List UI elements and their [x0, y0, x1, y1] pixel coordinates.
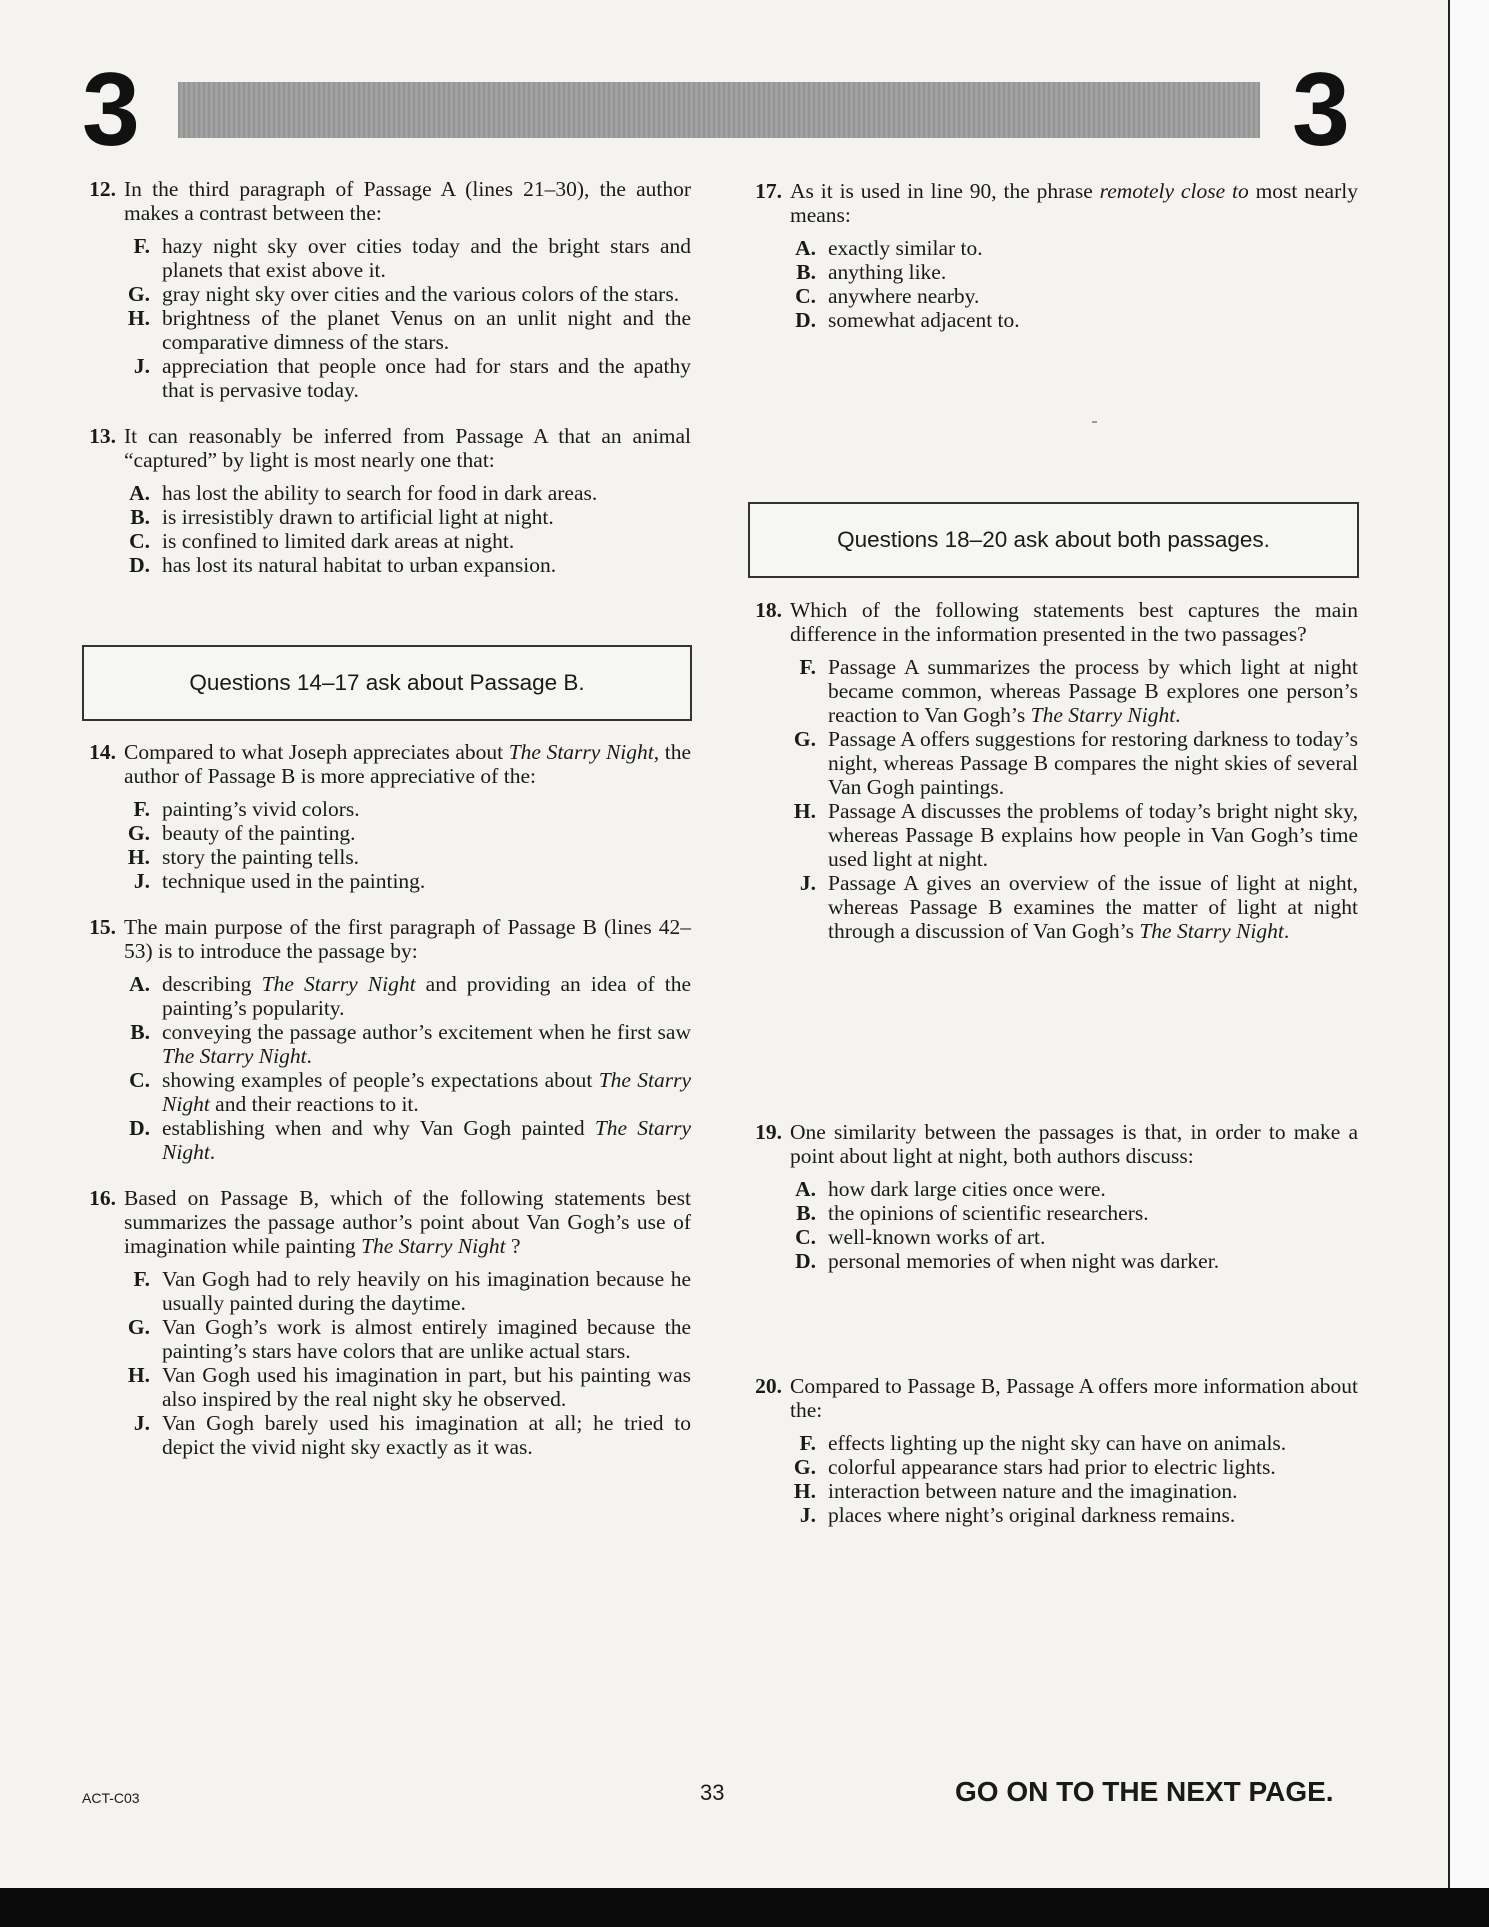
painting-title: The Starry Night [508, 740, 654, 764]
answer-option[interactable] [786, 1455, 1358, 1479]
question-17 [744, 179, 1358, 332]
question-20 [744, 1374, 1358, 1527]
option-letter: F. [799, 1431, 816, 1455]
question-12 [78, 177, 691, 402]
question-number: 17. [755, 179, 782, 203]
option-text: establishing when and why Van Gogh painted The Starry Night. [162, 1116, 692, 1164]
question-stem: Compared to what Joseph appreciates about The Starry Night, the author of Passage B is more appreciative of the: [124, 740, 691, 788]
option-letter: F. [133, 1267, 150, 1291]
right-column-q20 [744, 1374, 1358, 1527]
both-passages-instructions-box: Questions 18–20 ask about both passages. [748, 502, 1359, 578]
answer-option[interactable] [120, 821, 691, 845]
passage-b-instructions-box: Questions 14–17 ask about Passage B. [82, 645, 692, 721]
option-letter: C. [129, 1068, 150, 1092]
answer-option[interactable] [120, 972, 691, 1020]
option-letter: B. [130, 1020, 150, 1044]
section-number-left: 3 [82, 52, 140, 168]
option-letter: G. [127, 1315, 150, 1339]
question-number: 20. [755, 1374, 782, 1398]
question-stem: It can reasonably be inferred from Passage A that an animal “captured” by light is most nearly one that: [124, 424, 691, 472]
answer-option[interactable] [786, 1479, 1358, 1503]
option-letter: D. [129, 1116, 150, 1140]
option-letter: F. [133, 234, 150, 258]
answer-option[interactable] [786, 260, 1358, 284]
option-letter: A. [795, 1177, 816, 1201]
option-text: the opinions of scientific researchers. [828, 1201, 1149, 1225]
option-text: effects lighting up the night sky can have on animals. [828, 1431, 1287, 1455]
left-column-lower [78, 740, 691, 1459]
answer-option[interactable] [120, 845, 691, 869]
question-number: 14. [89, 740, 116, 764]
answer-option[interactable] [786, 1177, 1358, 1201]
option-text: exactly similar to. [828, 236, 983, 260]
section-number-right: 3 [1292, 52, 1350, 168]
answer-option[interactable] [786, 727, 1358, 799]
question-number: 19. [755, 1120, 782, 1144]
answer-option[interactable] [120, 797, 691, 821]
left-column [78, 177, 691, 577]
option-letter: J. [133, 869, 150, 893]
option-letter: H. [127, 306, 150, 330]
option-letter: F. [799, 655, 816, 679]
answer-option[interactable] [120, 1411, 691, 1459]
option-letter: H. [127, 1363, 150, 1387]
option-letter: G. [127, 821, 150, 845]
option-letter: D. [129, 553, 150, 577]
option-letter: A. [795, 236, 816, 260]
option-text: how dark large cities once were. [828, 1177, 1106, 1201]
option-text: places where night’s original darkness remains. [828, 1503, 1236, 1527]
option-text: gray night sky over cities and the various colors of the stars. [162, 282, 680, 306]
option-letter: C. [795, 284, 816, 308]
answer-option[interactable] [786, 871, 1358, 943]
option-text: Passage A gives an overview of the issue of light at night, whereas Passage B examines the matter of light at night through a discussion of Van Gogh’s The Starry Night. [828, 871, 1358, 943]
question-stem: The main purpose of the first paragraph of Passage B (lines 42–53) is to introduce the passage by: [124, 915, 691, 963]
answer-option[interactable] [120, 1068, 691, 1116]
scan-margin [1448, 0, 1489, 1888]
option-letter: B. [796, 260, 816, 284]
section-header-bar [178, 82, 1260, 138]
option-letter: H. [793, 1479, 816, 1503]
option-text: describing The Starry Night and providing an idea of the painting’s popularity. [162, 972, 691, 1020]
answer-option[interactable] [786, 655, 1358, 727]
option-text: story the painting tells. [162, 845, 360, 869]
answer-option[interactable] [786, 284, 1358, 308]
right-column [744, 179, 1358, 332]
question-number: 13. [89, 424, 116, 448]
option-letter: G. [793, 1455, 816, 1479]
option-text: Passage A discusses the problems of today’s bright night sky, whereas Passage B explains how people in Van Gogh’s time used light at night. [828, 799, 1358, 871]
option-letter: A. [129, 972, 150, 996]
option-text: Passage A offers suggestions for restoring darkness to today’s night, whereas Passage B compares the night skies of several Van Gogh paintings. [828, 727, 1358, 799]
option-text: has lost the ability to search for food in dark areas. [162, 481, 598, 505]
answer-option[interactable] [786, 1225, 1358, 1249]
painting-title: The Starry Night [361, 1234, 506, 1258]
option-letter: A. [129, 481, 150, 505]
answer-option[interactable] [120, 354, 691, 402]
answer-option[interactable] [786, 1503, 1358, 1527]
option-letter: C. [129, 529, 150, 553]
option-text: anywhere nearby. [828, 284, 980, 308]
go-on-notice: GO ON TO THE NEXT PAGE. [955, 1776, 1334, 1807]
question-stem: Compared to Passage B, Passage A offers more information about the: [790, 1374, 1358, 1422]
answer-option[interactable] [786, 308, 1358, 332]
answer-option[interactable] [120, 1020, 691, 1068]
answer-option[interactable] [120, 529, 691, 553]
form-code: ACT-C03 [82, 1790, 140, 1806]
answer-option[interactable] [786, 1201, 1358, 1225]
answer-option[interactable] [120, 1315, 691, 1363]
answer-option[interactable] [120, 869, 691, 893]
question-18 [744, 598, 1358, 943]
option-text: personal memories of when night was darker. [828, 1249, 1220, 1273]
question-stem: In the third paragraph of Passage A (lines 21–30), the author makes a contrast between the: [124, 177, 691, 225]
option-text: Van Gogh barely used his imagination at all; he tried to depict the vivid night sky exactly as it was. [162, 1411, 691, 1459]
quoted-phrase: remotely close to [1099, 179, 1249, 203]
answer-option[interactable] [120, 553, 691, 577]
option-text: hazy night sky over cities today and the bright stars and planets that exist above it. [162, 234, 691, 282]
option-text: appreciation that people once had for stars and the apathy that is pervasive today. [162, 354, 691, 402]
option-letter: C. [795, 1225, 816, 1249]
question-13 [78, 424, 691, 577]
answer-option[interactable] [786, 1431, 1358, 1455]
answer-option[interactable] [120, 1267, 691, 1315]
answer-option[interactable] [120, 1363, 691, 1411]
option-letter: D. [795, 308, 816, 332]
question-number: 15. [89, 915, 116, 939]
option-text: showing examples of people’s expectations about The Starry Night and their reactions to it. [162, 1068, 692, 1116]
option-text: has lost its natural habitat to urban expansion. [162, 553, 557, 577]
answer-option[interactable] [120, 234, 691, 282]
answer-option[interactable] [120, 282, 691, 306]
option-text: Van Gogh had to rely heavily on his imagination because he usually painted during the daytime. [162, 1267, 691, 1315]
option-text: Passage A summarizes the process by which light at night became common, whereas Passage B explores one person’s reaction to Van Gogh’s The Starry Night. [828, 655, 1358, 727]
scan-speck [1092, 421, 1097, 423]
option-text: Van Gogh’s work is almost entirely imagined because the painting’s stars have colors that are unlike actual stars. [162, 1315, 691, 1363]
question-number: 16. [89, 1186, 116, 1210]
option-text: somewhat adjacent to. [828, 308, 1020, 332]
option-letter: J. [799, 1503, 816, 1527]
option-text: colorful appearance stars had prior to electric lights. [828, 1455, 1276, 1479]
answer-option[interactable] [120, 505, 691, 529]
question-number: 12. [89, 177, 116, 201]
answer-option[interactable] [120, 306, 691, 354]
question-number: 18. [755, 598, 782, 622]
page-number: 33 [700, 1780, 725, 1805]
option-text: conveying the passage author’s excitement when he first saw The Starry Night. [162, 1020, 691, 1068]
option-text: technique used in the painting. [162, 869, 426, 893]
question-14 [78, 740, 691, 893]
answer-option[interactable] [120, 481, 691, 505]
option-text: brightness of the planet Venus on an unlit night and the comparative dimness of the stars. [162, 306, 691, 354]
option-text: beauty of the painting. [162, 821, 356, 845]
option-letter: J. [799, 871, 816, 895]
option-text: Van Gogh used his imagination in part, but his painting was also inspired by the real night sky he observed. [162, 1363, 691, 1411]
option-letter: F. [133, 797, 150, 821]
option-letter: D. [795, 1249, 816, 1273]
answer-option[interactable] [786, 1249, 1358, 1273]
option-letter: J. [133, 354, 150, 378]
option-letter: B. [130, 505, 150, 529]
right-column-q18 [744, 598, 1358, 943]
option-text: anything like. [828, 260, 947, 284]
option-letter: H. [793, 799, 816, 823]
answer-option[interactable] [120, 1116, 691, 1164]
question-stem: Based on Passage B, which of the following statements best summarizes the passage author’s point about Van Gogh’s use of imagination while painting The Starry Night ? [124, 1186, 691, 1258]
question-16 [78, 1186, 691, 1459]
option-letter: J. [133, 1411, 150, 1435]
option-letter: G. [127, 282, 150, 306]
option-letter: B. [796, 1201, 816, 1225]
question-19 [744, 1120, 1358, 1273]
right-column-q19 [744, 1120, 1358, 1273]
question-stem: As it is used in line 90, the phrase remotely close to most nearly means: [790, 179, 1358, 227]
question-stem: Which of the following statements best captures the main difference in the information presented in the two passages? [790, 598, 1358, 646]
option-text: is irresistibly drawn to artificial light at night. [162, 505, 554, 529]
option-text: painting’s vivid colors. [162, 797, 360, 821]
answer-option[interactable] [786, 236, 1358, 260]
question-stem: One similarity between the passages is that, in order to make a point about light at night, both authors discuss: [790, 1120, 1358, 1168]
option-text: is confined to limited dark areas at night. [162, 529, 515, 553]
option-text: interaction between nature and the imagination. [828, 1479, 1238, 1503]
option-letter: H. [127, 845, 150, 869]
question-15 [78, 915, 691, 1164]
answer-option[interactable] [786, 799, 1358, 871]
option-letter: G. [793, 727, 816, 751]
option-text: well-known works of art. [828, 1225, 1046, 1249]
